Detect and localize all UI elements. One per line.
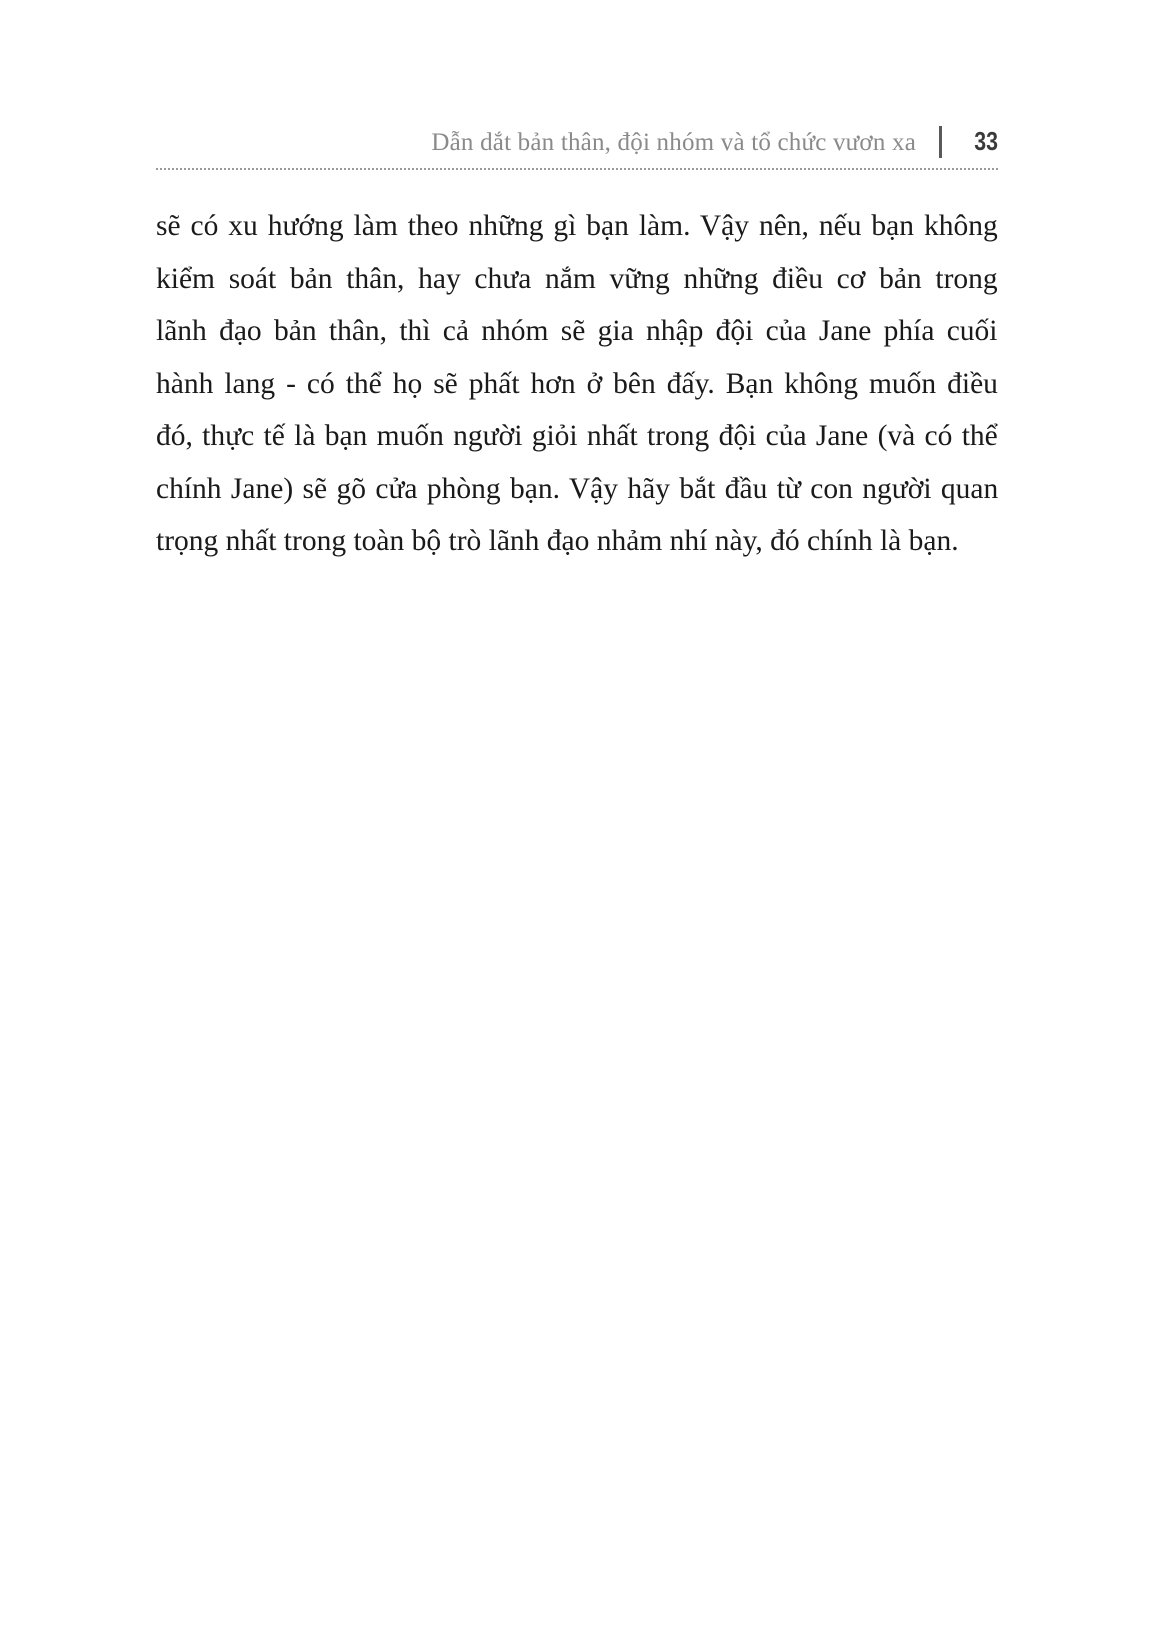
text-line: chính Jane) sẽ gõ cửa phòng bạn. Vậy hãy bắt đầu từ con người quan bbox=[156, 472, 999, 505]
text-line: lãnh đạo bản thân, thì cả nhóm sẽ gia nhập đội của Jane phía cuối bbox=[156, 315, 998, 347]
text-line: sẽ có xu hướng làm theo những gì bạn làm. Vậy nên, nếu bạn không bbox=[156, 210, 998, 242]
header-divider bbox=[939, 126, 942, 158]
text-line: đó, thực tế là bạn muốn người giỏi nhất trong đội của Jane (và có thể bbox=[156, 420, 998, 452]
text-line: hành lang - có thể họ sẽ phất hơn ở bên đấy. Bạn không muốn điều bbox=[156, 367, 998, 400]
text-line: trọng nhất trong toàn bộ trò lãnh đạo nhảm nhí này, đó chính là bạn. bbox=[156, 525, 959, 557]
page-number: 33 bbox=[974, 126, 998, 156]
text-line: kiểm soát bản thân, hay chưa nắm vững những điều cơ bản trong bbox=[156, 262, 998, 295]
header-title: Dẫn dắt bản thân, đội nhóm và tổ chức vươn xa bbox=[431, 129, 916, 156]
body-paragraph bbox=[156, 200, 998, 568]
running-header bbox=[156, 118, 998, 170]
